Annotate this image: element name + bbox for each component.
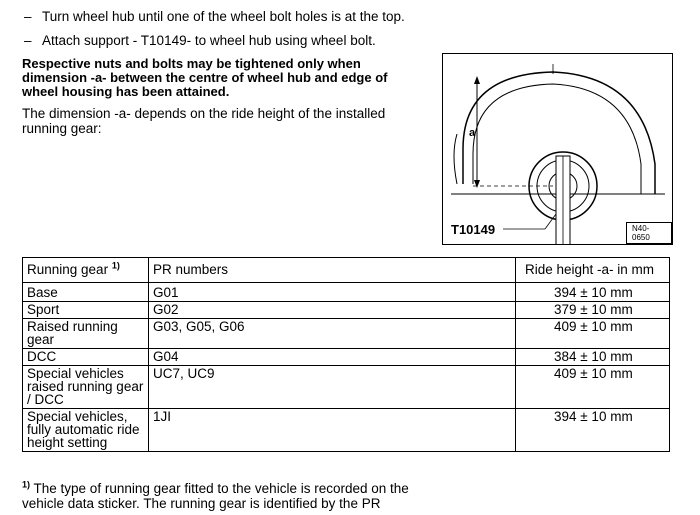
- wheel-hub-figure: [442, 53, 673, 245]
- instruction-step: [24, 9, 405, 25]
- cell-ride-height: 409 ± 10 mm: [516, 366, 670, 409]
- cell-pr-numbers: G02: [149, 302, 516, 319]
- cell-pr-numbers: 1JI: [149, 409, 516, 452]
- table-row: [23, 319, 670, 349]
- figure-code: N40-0650: [626, 222, 672, 244]
- table-row: [23, 409, 670, 452]
- cell-ride-height: 384 ± 10 mm: [516, 349, 670, 366]
- footnote-text: The type of running gear fitted to the vehicle is recorded on the vehicle data sticker. The running gear is identified by the PR: [22, 481, 409, 511]
- cell-ride-height: 409 ± 10 mm: [516, 319, 670, 349]
- step-text: Turn wheel hub until one of the wheel bolt holes is at the top.: [42, 9, 405, 24]
- cell-running-gear: Sport: [23, 302, 149, 319]
- instruction-step: [24, 33, 376, 49]
- step-text: Attach support - T10149- to wheel hub using wheel bolt.: [42, 33, 376, 48]
- footnote-marker: 1): [22, 479, 31, 490]
- cell-pr-numbers: G01: [149, 283, 516, 302]
- ride-height-table: [22, 257, 670, 452]
- cell-running-gear: Raised running gear: [23, 319, 149, 349]
- wheel-hub-drawing: [443, 54, 673, 245]
- cell-ride-height: 379 ± 10 mm: [516, 302, 670, 319]
- cell-pr-numbers: G03, G05, G06: [149, 319, 516, 349]
- cell-pr-numbers: UC7, UC9: [149, 366, 516, 409]
- footnote: [22, 481, 422, 511]
- cell-running-gear: Special vehicles, fully automatic ride height setting: [23, 409, 149, 452]
- cell-running-gear: DCC: [23, 349, 149, 366]
- cell-running-gear: Special vehicles raised running gear / DCC: [23, 366, 149, 409]
- table-row: [23, 302, 670, 319]
- cell-pr-numbers: G04: [149, 349, 516, 366]
- footnote-marker: 1): [111, 260, 120, 271]
- step-dash: –: [24, 33, 32, 48]
- cell-running-gear: Base: [23, 283, 149, 302]
- header-running-gear: Running gear $^{1)}$: [23, 258, 149, 283]
- step-dash: –: [24, 9, 32, 24]
- table-row: [23, 349, 670, 366]
- warning-note: Respective nuts and bolts may be tightened only when dimension -a- between the centre of wheel hub and edge of wheel housing has been attained.: [22, 56, 388, 99]
- cell-ride-height: 394 ± 10 mm: [516, 283, 670, 302]
- dimension-paragraph: The dimension -a- depends on the ride height of the installed running gear:: [22, 106, 386, 136]
- cell-ride-height: 394 ± 10 mm: [516, 409, 670, 452]
- dimension-a-label: a: [469, 127, 476, 139]
- table-row: [23, 283, 670, 302]
- tool-label: T10149: [451, 222, 496, 237]
- header-ride-height: Ride height -a- in mm: [516, 258, 670, 283]
- table-header-row: [23, 258, 670, 283]
- table-row: [23, 366, 670, 409]
- header-pr-numbers: PR numbers: [149, 258, 516, 283]
